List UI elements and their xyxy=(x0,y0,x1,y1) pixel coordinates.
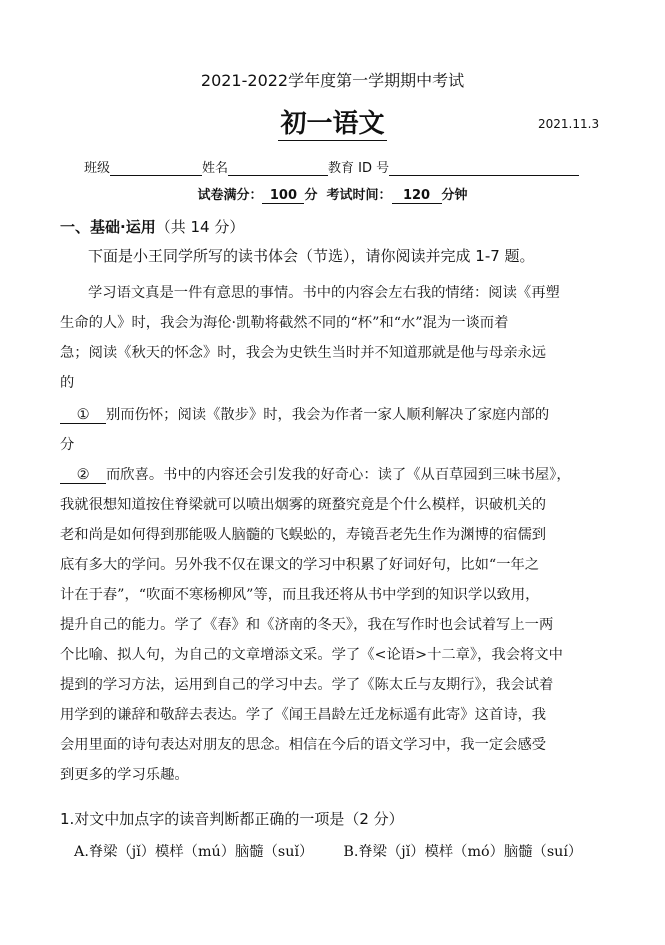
name-label: 姓名 xyxy=(202,161,229,176)
class-field[interactable] xyxy=(110,161,202,176)
passage-line: 我就很想知道按住脊梁就可以喷出烟雾的斑蝥究竟是个什么模样，识破机关的 xyxy=(60,497,547,513)
passage-line: 生命的人》时，我会为海伦·凯勒将截然不同的“杯”和“水”混为一谈而着 xyxy=(60,315,509,331)
education-id-field[interactable] xyxy=(389,161,579,176)
full-score-label: 试卷满分： xyxy=(197,188,263,203)
passage-line: 提到的学习方法，运用到自己的学习中去。学了《陈太丘与友期行》，我会试着 xyxy=(60,677,554,693)
student-info-line xyxy=(84,157,579,176)
full-score-value: 100 xyxy=(262,188,304,204)
passage-line: 会用里面的诗句表达对朋友的思念。相信在今后的语文学习中，我一定会感受 xyxy=(60,737,547,753)
section-heading xyxy=(60,216,244,237)
subject-text: 初一语文 xyxy=(280,109,385,139)
passage-line: 学习语文真是一件有意思的事情。书中的内容会左右我的情绪：阅读《再塑 xyxy=(88,285,560,301)
full-score-unit: 分 xyxy=(304,188,318,203)
passage-line: 计在于春”，“吹面不寒杨柳风”等，而且我还将从书中学到的知识学以致用， xyxy=(60,587,540,603)
answer-blank-2[interactable]: ② xyxy=(60,467,106,484)
section-points: （共 14 分） xyxy=(155,218,245,236)
id-label: 教育 ID 号 xyxy=(328,161,390,176)
answer-blank-1[interactable]: ① xyxy=(60,407,106,424)
score-time-line xyxy=(0,184,665,204)
passage-line: 分 xyxy=(60,437,75,453)
passage-line: 个比喻、拟人句，为自己的文章增添文采。学了《<论语>十二章》，我会将文中 xyxy=(60,647,563,663)
passage-line xyxy=(60,464,571,484)
class-label: 班级 xyxy=(84,161,111,176)
passage-line xyxy=(60,404,549,424)
exam-title: 2021-2022学年度第一学期期中考试 xyxy=(200,71,465,90)
exam-date: 2021.11.3 xyxy=(538,117,600,131)
passage-line: 到更多的学习乐趣。 xyxy=(60,767,189,783)
option-b[interactable]: B.脊梁（jǐ）模样（mó）脑髓（suí） xyxy=(343,844,583,860)
name-field[interactable] xyxy=(228,161,328,176)
passage-line: 的 xyxy=(60,375,75,391)
section-title: 一、基础·运用 xyxy=(60,218,156,236)
question-1-stem: 1.对文中加点字的读音判断都正确的一项是（2 分） xyxy=(60,810,404,828)
passage-line: 用学到的谦辞和敬辞去表达。学了《闻王昌龄左迁龙标遥有此寄》这首诗，我 xyxy=(60,707,547,723)
option-a[interactable]: A.脊梁（jǐ）模样（mú）脑髓（suǐ） xyxy=(74,844,314,860)
passage-line: 急；阅读《秋天的怀念》时，我会为史铁生当时并不知道那就是他与母亲永远 xyxy=(60,345,547,361)
passage-line: 底有多大的学问。另外我不仅在课文的学习中积累了好词好句，比如“一年之 xyxy=(60,557,540,573)
passage-text: 而欣喜。书中的内容还会引发我的好奇心：读了《从百草园到三味书屋》， xyxy=(106,467,571,483)
passage-line: 老和尚是如何得到那能吸人脑髓的飞蜈蚣的，寿镜吾老先生作为渊博的宿儒到 xyxy=(60,527,547,543)
time-value: 120 xyxy=(392,188,442,204)
passage-text: 别而伤怀；阅读《散步》时，我会为作者一家人顺利解决了家庭内部的 xyxy=(106,407,550,423)
time-label: 考试时间： xyxy=(326,188,392,203)
reading-instructions: 下面是小王同学所写的读书体会（节选），请你阅读并完成 1-7 题。 xyxy=(88,247,535,265)
question-1-options xyxy=(74,841,582,861)
time-unit: 分钟 xyxy=(441,188,468,203)
passage-line: 提升自己的能力。学了《春》和《济南的冬天》，我在写作时也会试着写上一两 xyxy=(60,617,554,633)
